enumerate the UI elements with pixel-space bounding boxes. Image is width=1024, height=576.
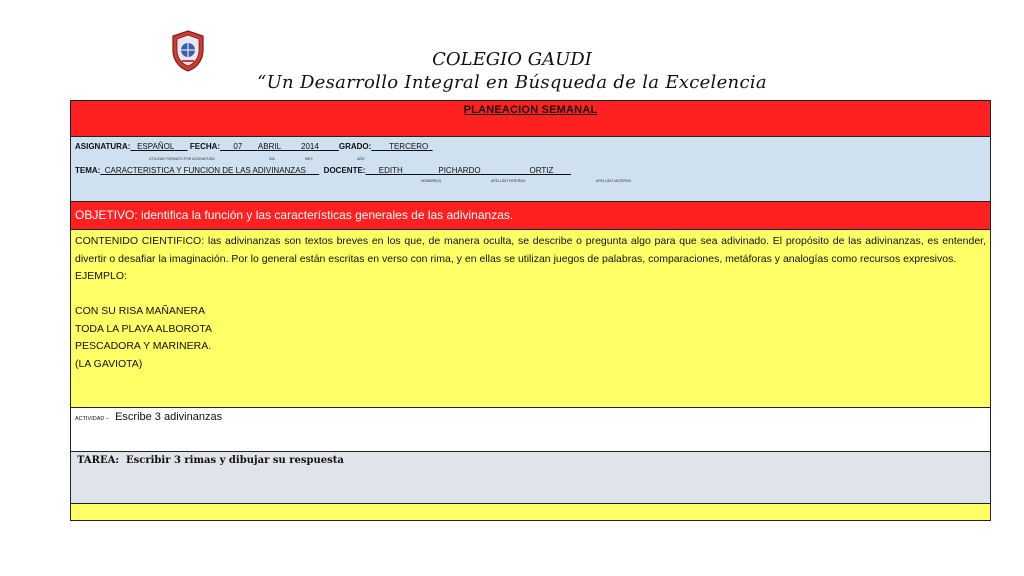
contenido-text — [75, 233, 986, 373]
school-motto: “Un Desarrollo Integral en Búsqueda de la Excelencia — [257, 72, 767, 93]
planeacion-row — [71, 101, 990, 137]
fecha-dia: 07 — [233, 142, 243, 151]
docente-nombre: EDITH — [378, 166, 403, 175]
docente-apellido-paterno: PICHARDO — [438, 166, 481, 175]
info-row — [71, 137, 990, 202]
grado-value: TERCERO — [389, 142, 429, 151]
docente-apellido-materno: ORTIZ — [529, 166, 554, 175]
actividad-label: ACTIVIDAD – — [75, 416, 109, 422]
grado-label: GRADO: — [338, 142, 372, 151]
verse-line: PESCADORA Y MARINERA. — [75, 340, 212, 352]
contenido-paragraph: CONTENIDO CIENTIFICO: las adivinanzas son textos breves en los que, de manera oculta, se describe o pregunta algo para que sea adivinado. El propósito de las adivinanzas, es entender, divertir o desafiar la imaginación. Por lo general están escritas en verso con rima, y en ellas se utilizan juegos de palabras, comparaciones, metáforas y analogías como recursos expresivos. — [75, 235, 986, 265]
verse-line: CON SU RISA MAÑANERA — [75, 305, 206, 317]
actividad-text: Escribe 3 adivinanzas — [115, 411, 223, 423]
objetivo-row — [71, 202, 990, 230]
verse-line: TODA LA PLAYA ALBOROTA — [75, 322, 212, 335]
hint-asignatura: UTILIZAR FORMATO POR ASIGNATURA — [149, 157, 215, 161]
blank-line — [75, 286, 986, 304]
actividad-row — [71, 408, 990, 452]
fecha-anio: 2014 — [301, 142, 319, 151]
planeacion-title: PLANEACION SEMANAL — [463, 104, 598, 116]
hint-dia: DÍA — [269, 157, 275, 161]
closing-row — [71, 504, 990, 520]
verse-line: (LA GAVIOTA) — [75, 357, 143, 370]
fecha-mes: ABRIL — [257, 142, 282, 151]
contenido-row — [71, 230, 990, 408]
asignatura-value: ESPAÑOL — [137, 142, 175, 151]
actividad-line — [75, 411, 222, 423]
fecha-label: FECHA: — [189, 142, 221, 151]
ejemplo-label: EJEMPLO: — [75, 270, 127, 282]
asignatura-line — [75, 142, 433, 151]
planning-table — [70, 100, 991, 521]
hint-materno: APELLIDO MATERNO — [596, 179, 632, 183]
tarea-text: Escribir 3 rimas y dibujar su respuesta — [126, 455, 344, 466]
tema-label: TEMA: — [75, 166, 101, 175]
asignatura-label: ASIGNATURA: — [75, 142, 131, 151]
objetivo-text: OBJETIVO: identifica la función y las características generales de las adivinanzas. — [75, 208, 514, 222]
school-name: COLEGIO GAUDI — [432, 49, 592, 70]
hint-nombre: NOMBRE(S) — [421, 179, 442, 183]
tarea-row — [71, 452, 990, 504]
hint-anio: AÑO — [357, 157, 365, 161]
tarea-label: TAREA: — [77, 455, 120, 466]
tema-value: CARACTERISTICA Y FUNCION DE LAS ADIVINANZAS — [104, 166, 306, 175]
tarea-line — [77, 455, 344, 466]
hint-mes: MES — [305, 157, 313, 161]
hint-paterno: APELLIDO PATERNO — [491, 179, 526, 183]
tema-line — [75, 166, 571, 175]
docente-label: DOCENTE: — [323, 166, 366, 175]
